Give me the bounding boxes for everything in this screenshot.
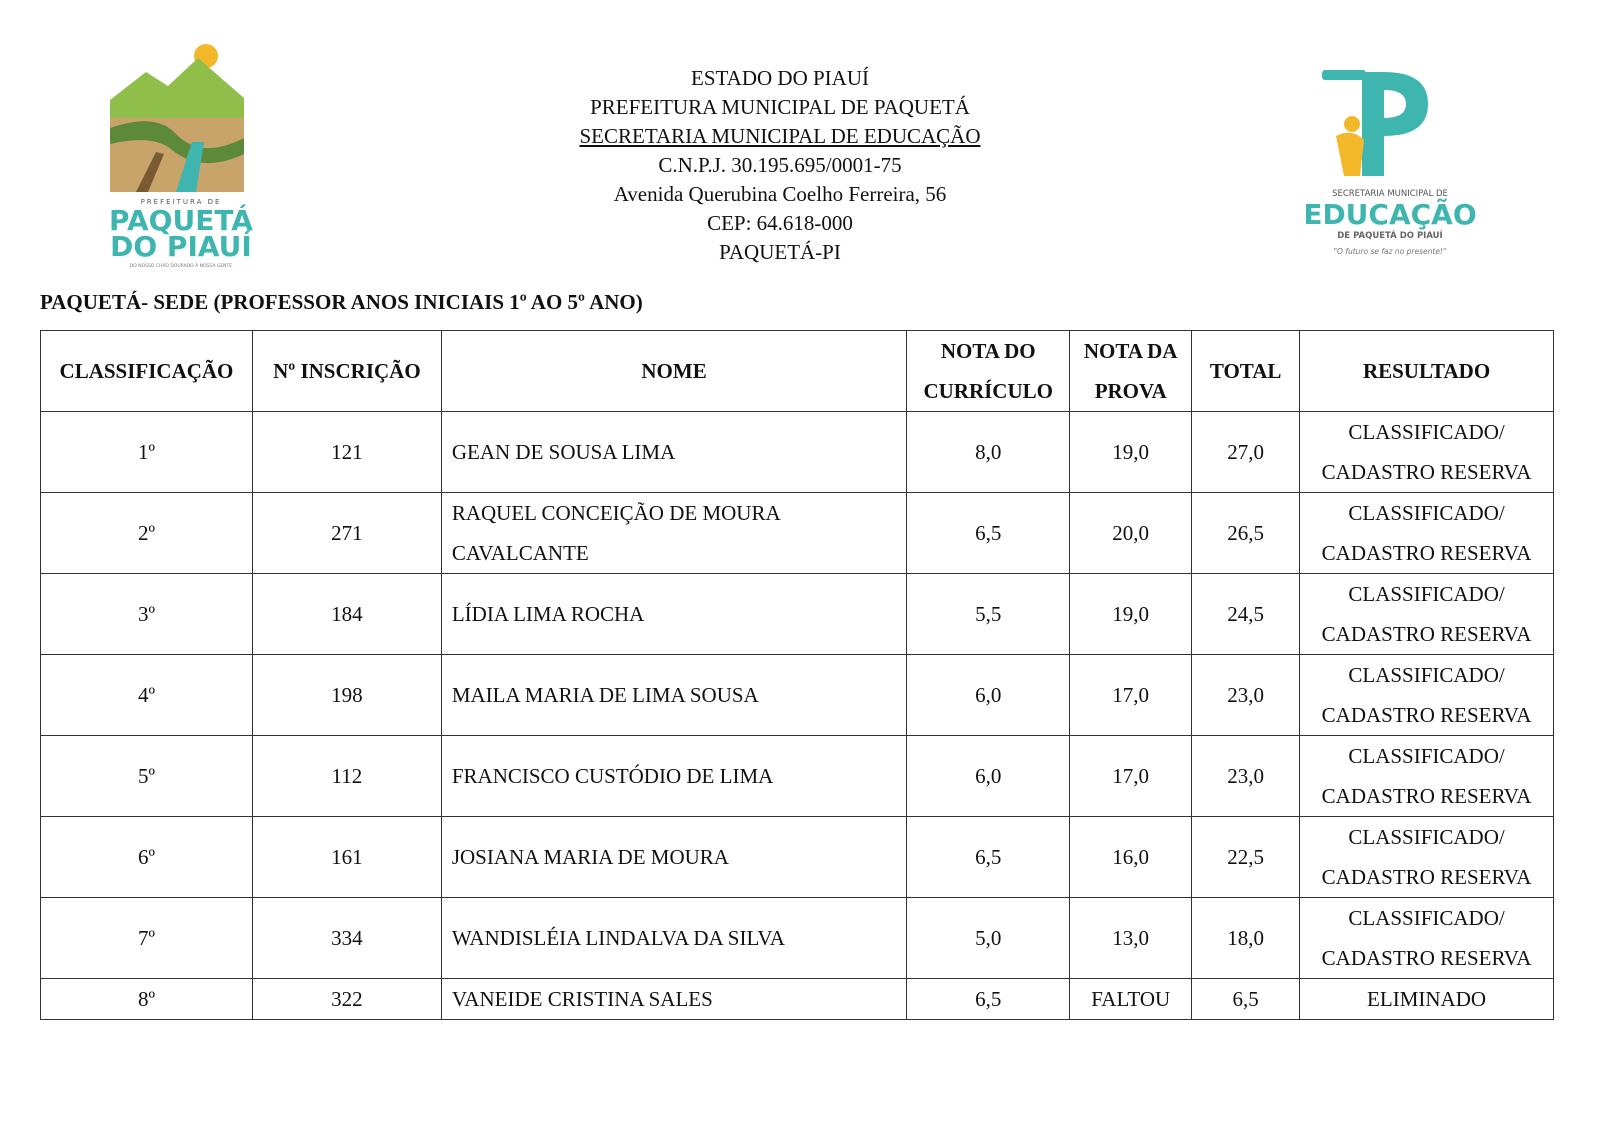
result-line1: CLASSIFICADO/ <box>1348 906 1505 930</box>
logo-right-name: EDUCAÇÃO <box>1303 198 1477 231</box>
results-table <box>40 330 1554 1020</box>
cell-exam: 19,0 <box>1070 574 1192 655</box>
cell-rank: 7º <box>41 898 253 979</box>
cell-name: GEAN DE SOUSA LIMA <box>441 412 906 493</box>
cell-result <box>1300 898 1554 979</box>
cell-curriculum: 6,0 <box>907 736 1070 817</box>
cell-rank: 5º <box>41 736 253 817</box>
education-emblem-icon <box>1300 64 1480 274</box>
logo-right-motto: "O futuro se faz no presente!" <box>1333 247 1447 256</box>
cell-total: 26,5 <box>1192 493 1300 574</box>
header-prefecture: PREFEITURA MUNICIPAL DE PAQUETÁ <box>590 95 970 119</box>
header-exam-line2: PROVA <box>1094 379 1167 403</box>
cell-rank: 4º <box>41 655 253 736</box>
result-line1: CLASSIFICADO/ <box>1348 744 1505 768</box>
cell-name: JOSIANA MARIA DE MOURA <box>441 817 906 898</box>
name-line2: CAVALCANTE <box>451 541 589 565</box>
header-exam <box>1070 331 1192 412</box>
prefeitura-emblem-icon <box>106 42 256 272</box>
logo-right-small-text: SECRETARIA MUNICIPAL DE <box>1332 189 1448 199</box>
result-line1: CLASSIFICADO/ <box>1348 501 1505 525</box>
cell-exam: 17,0 <box>1070 655 1192 736</box>
cell-name: WANDISLÉIA LINDALVA DA SILVA <box>441 898 906 979</box>
table-row <box>41 817 1554 898</box>
cell-rank: 1º <box>41 412 253 493</box>
table-row <box>41 898 1554 979</box>
header-total: TOTAL <box>1192 331 1300 412</box>
header-city: PAQUETÁ-PI <box>719 240 841 264</box>
cell-curriculum: 5,5 <box>907 574 1070 655</box>
cell-inscription: 121 <box>252 412 441 493</box>
cell-total: 23,0 <box>1192 655 1300 736</box>
cell-exam: 17,0 <box>1070 736 1192 817</box>
cell-result <box>1300 736 1554 817</box>
cell-inscription: 184 <box>252 574 441 655</box>
result-line2: CADASTRO RESERVA <box>1321 865 1532 889</box>
cell-result <box>1300 655 1554 736</box>
cell-result <box>1300 412 1554 493</box>
result-line1: CLASSIFICADO/ <box>1348 582 1505 606</box>
header-inscription: Nº INSCRIÇÃO <box>252 331 441 412</box>
table-row <box>41 574 1554 655</box>
cell-inscription: 198 <box>252 655 441 736</box>
header-curriculum-line2: CURRÍCULO <box>923 379 1053 403</box>
result-line1: CLASSIFICADO/ <box>1348 663 1505 687</box>
cell-total: 6,5 <box>1192 979 1300 1020</box>
cell-rank: 2º <box>41 493 253 574</box>
cell-name: FRANCISCO CUSTÓDIO DE LIMA <box>441 736 906 817</box>
cell-total: 27,0 <box>1192 412 1300 493</box>
cell-exam: 16,0 <box>1070 817 1192 898</box>
cell-rank: 8º <box>41 979 253 1020</box>
logo-small-text: PREFEITURA DE <box>140 198 222 206</box>
table-row <box>41 655 1554 736</box>
cell-result: ELIMINADO <box>1300 979 1554 1020</box>
cell-result <box>1300 817 1554 898</box>
logo-name-line2: DO PIAUÍ <box>110 230 252 263</box>
prefeitura-logo <box>106 42 256 272</box>
header-rank: CLASSIFICAÇÃO <box>41 331 253 412</box>
header-result: RESULTADO <box>1300 331 1554 412</box>
cell-total: 23,0 <box>1192 736 1300 817</box>
cell-total: 18,0 <box>1192 898 1300 979</box>
cell-inscription: 112 <box>252 736 441 817</box>
table-row <box>41 493 1554 574</box>
cell-exam: 20,0 <box>1070 493 1192 574</box>
name-line1: RAQUEL CONCEIÇÃO DE MOURA <box>451 501 781 525</box>
cell-exam: FALTOU <box>1070 979 1192 1020</box>
header-curriculum-line1: NOTA DO <box>940 339 1036 363</box>
cell-name: MAILA MARIA DE LIMA SOUSA <box>441 655 906 736</box>
result-line2: CADASTRO RESERVA <box>1321 946 1532 970</box>
header-curriculum <box>907 331 1070 412</box>
cell-inscription: 271 <box>252 493 441 574</box>
cell-result <box>1300 493 1554 574</box>
result-line2: CADASTRO RESERVA <box>1321 703 1532 727</box>
cell-exam: 13,0 <box>1070 898 1192 979</box>
table-row <box>41 412 1554 493</box>
table-header-row <box>41 331 1554 412</box>
cell-rank: 6º <box>41 817 253 898</box>
result-line2: CADASTRO RESERVA <box>1321 622 1532 646</box>
table-row <box>41 736 1554 817</box>
header-cep: CEP: 64.618-000 <box>707 211 853 235</box>
cell-total: 22,5 <box>1192 817 1300 898</box>
logo-right-sub: DE PAQUETÁ DO PIAUÍ <box>1337 231 1443 241</box>
result-line2: CADASTRO RESERVA <box>1321 784 1532 808</box>
cell-total: 24,5 <box>1192 574 1300 655</box>
header-name: NOME <box>441 331 906 412</box>
cell-curriculum: 6,5 <box>907 493 1070 574</box>
logo-tagline: DO NOSSO CHÃO DOURADO À NOSSA GENTE <box>129 264 233 269</box>
result-line1: CLASSIFICADO/ <box>1348 825 1505 849</box>
cell-inscription: 334 <box>252 898 441 979</box>
education-secretariat-logo <box>1300 64 1480 274</box>
cell-curriculum: 8,0 <box>907 412 1070 493</box>
result-line1: CLASSIFICADO/ <box>1348 420 1505 444</box>
header-state: ESTADO DO PIAUÍ <box>691 66 869 90</box>
header-cnpj: C.N.P.J. 30.195.695/0001-75 <box>658 153 902 177</box>
cell-curriculum: 6,5 <box>907 979 1070 1020</box>
cell-curriculum: 6,5 <box>907 817 1070 898</box>
cell-inscription: 322 <box>252 979 441 1020</box>
cell-rank: 3º <box>41 574 253 655</box>
cell-curriculum: 6,0 <box>907 655 1070 736</box>
cell-result <box>1300 574 1554 655</box>
cell-inscription: 161 <box>252 817 441 898</box>
cell-name: VANEIDE CRISTINA SALES <box>441 979 906 1020</box>
cell-name <box>441 493 906 574</box>
header-exam-line1: NOTA DA <box>1083 339 1178 363</box>
section-title: PAQUETÁ- SEDE (PROFESSOR ANOS INICIAIS 1º AO 5º ANO) <box>40 290 643 314</box>
document-header <box>480 64 1080 267</box>
result-line2: CADASTRO RESERVA <box>1321 541 1532 565</box>
cell-exam: 19,0 <box>1070 412 1192 493</box>
header-address: Avenida Querubina Coelho Ferreira, 56 <box>613 182 947 206</box>
cell-name: LÍDIA LIMA ROCHA <box>441 574 906 655</box>
result-line2: CADASTRO RESERVA <box>1321 460 1532 484</box>
header-secretariat: SECRETARIA MUNICIPAL DE EDUCAÇÃO <box>579 124 981 148</box>
logo-name-line1: PAQUETÁ <box>109 204 253 237</box>
table-row <box>41 979 1554 1020</box>
cell-curriculum: 5,0 <box>907 898 1070 979</box>
